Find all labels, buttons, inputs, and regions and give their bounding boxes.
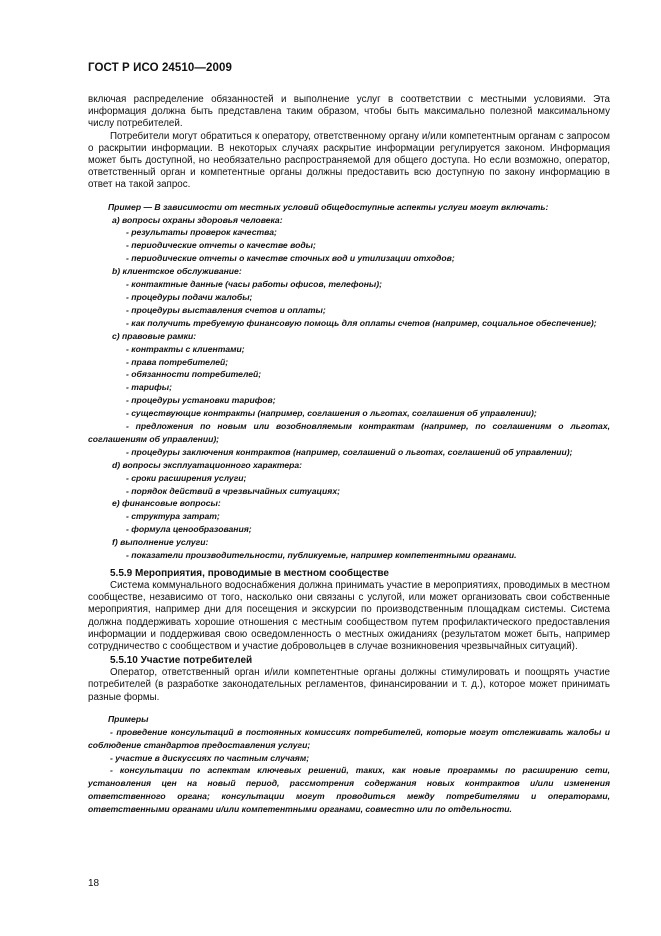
section-heading-5-5-10: 5.5.10 Участие потребителей <box>110 655 253 667</box>
list-item: - процедуры выставления счетов и оплаты; <box>126 304 326 315</box>
list-title-d: d) вопросы эксплуатационного характера: <box>112 459 303 470</box>
document-header: ГОСТ Р ИСО 24510—2009 <box>88 62 233 74</box>
paragraph-1: включая распределение обязанностей и выполнение услуг в соответствии с местными условиями. Эта информация должна быть представлена таким образом, чтобы быть максимально полезной максимальному числу потребителей. <box>88 94 610 130</box>
section-heading-5-5-9: 5.5.9 Мероприятия, проводимые в местном сообществе <box>110 568 389 579</box>
list-item: - контактные данные (часы работы офисов, телефоны); <box>126 279 382 290</box>
list-item: - существующие контракты (например, соглашения о льготах, соглашения об управлении); <box>126 408 537 419</box>
list-item: - показатели производительности, публикуемые, например компетентными органами. <box>126 550 517 561</box>
list-item: - предложения по новым или возобновляемым контрактам (например, по соглашениям о льготах, соглашениям об управлении); <box>88 421 610 444</box>
list-title-f: f) выполнение услуги: <box>112 537 209 548</box>
document-page <box>88 62 610 816</box>
example-1 <box>88 201 610 562</box>
page-number: 18 <box>88 878 100 889</box>
section-5-5-10-text: Оператор, ответственный орган и/или компетентные органы должны стимулировать и поощрять участие потребителей (в разработке законодательных регламентов, финансировании и т. д.), которое может принимать разные формы. <box>88 667 610 703</box>
list-title-e: e) финансовые вопросы: <box>112 498 221 509</box>
list-item: - контракты с клиентами; <box>126 343 245 354</box>
list-item: - тарифы; <box>126 382 172 393</box>
list-item: - процедуры подачи жалобы; <box>126 291 253 302</box>
list-title-b: b) клиентское обслуживание: <box>112 266 242 277</box>
list-item: - консультации по аспектам ключевых решений, таких, как новые программы по расширению сети, установления цен на новый период, рассмотрения содержания новых контрактов и/или изменения ответственного органа; консультации могут проводиться между потребителями и операторами, ответственными органами и/или компетентными органами, совместно или по отдельности. <box>88 765 610 815</box>
list-item: - порядок действий в чрезвычайных ситуациях; <box>126 485 340 496</box>
list-item: - формула ценообразования; <box>126 524 252 535</box>
paragraph-2: Потребители могут обратиться к оператору, ответственному органу и/или компетентным органам с запросом о раскрытии информации. В некоторых случаях раскрытие информации регулируется законом. Информация может быть доступной, но необязательно распространяемой для общего доступа. Но если возможно, оператор, ответственный орган и компетентные органы должны предоставить всю доступную по закону информацию в ответ на такой запрос. <box>88 130 610 191</box>
list-item: - процедуры установки тарифов; <box>126 395 276 406</box>
list-title-c: c) правовые рамки: <box>112 330 197 341</box>
example-1-intro: Пример — В зависимости от местных условий общедоступные аспекты услуги могут включать: <box>108 201 549 212</box>
list-item: - структура затрат; <box>126 511 220 522</box>
list-item: - как получить требуемую финансовую помощь для оплаты счетов (например, социальное обеспечение); <box>126 317 597 328</box>
section-5-5-9-text: Система коммунального водоснабжения должна принимать участие в мероприятиях, проводимых в местном сообществе, независимо от того, насколько они связаны с услугой, или может организовать свои собственные мероприятия, например дни для посещения и экскурсии по производственным площадкам системы. Система должна поддерживать хорошие отношения с местным сообществом путем профилактического предоставления информации и поддерживая свою осведомленность о местных ожиданиях (результатом может быть, например сотрудничество с сообществом и участие добровольцев в случае возникновения чрезвычайных ситуаций). <box>88 580 610 653</box>
example-2-title: Примеры <box>108 713 149 724</box>
example-2 <box>88 713 610 816</box>
list-item: - сроки расширения услуги; <box>126 472 247 483</box>
list-item: - права потребителей; <box>126 356 229 367</box>
list-item: - обязанности потребителей; <box>126 369 262 380</box>
list-title-a: а) вопросы охраны здоровья человека: <box>112 214 283 225</box>
list-item: - проведение консультаций в постоянных комиссиях потребителей, которые могут отслеживать жалобы и соблюдение стандартов предоставления услуги; <box>88 726 610 750</box>
list-item: - результаты проверок качества; <box>126 227 277 238</box>
list-item: - периодические отчеты о качестве сточных вод и утилизации отходов; <box>126 253 455 264</box>
list-item: - участие в дискуссиях по частным случаям; <box>110 752 310 763</box>
list-item: - периодические отчеты о качестве воды; <box>126 240 316 251</box>
list-item: - процедуры заключения контрактов (например, соглашений о льготах, соглашений об управлении); <box>126 446 573 457</box>
